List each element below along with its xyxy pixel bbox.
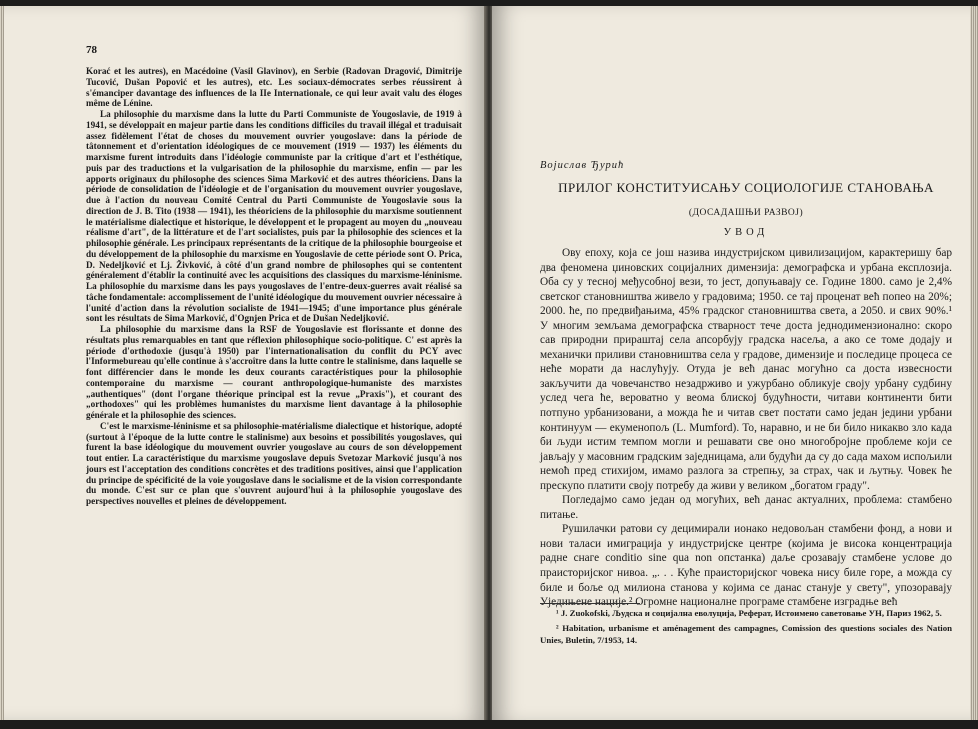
footnote: ¹ J. Zuokofski, Људска и социјална еволуција, Реферат, Истоимено саветовање УН, Париз 1962, 5.	[556, 608, 942, 618]
right-page-edges	[970, 6, 978, 720]
right-paragraph: Рушилачки ратови су децимирали ионако недовољан стамбени фонд, а нови и нови таласи имиграција у индустријске центре (којима је висока концентрација радне снаге conditio sine qua non опстанка) даље срозавају стамбене услове до праисторијског нивоа. „. . . Куће праисторијског човека нису биле горе, а можда су биле и боље од милиона станова у којима се данас станује у свету", упозоравају Уједињене нације.² Огромне националне програме стамбене изградње већ	[540, 523, 952, 609]
section-heading: УВОД	[723, 227, 769, 238]
article-subtitle: (ДОСАДАШЊИ РАЗВОЈ)	[688, 208, 804, 218]
article-author: Војислав Ђурић	[540, 160, 625, 171]
right-paragraph: Ову епоху, која се још назива индустријском цивилизацијом, карактеришу бар два феномена џиновских социјалних димензија: демографска и урбана експлозија. Оба су у тесној међусобној вези, то јест, допуњавају се. Године 1800. само је 2,4% светског становништва живело у градовима; 1950. се тај проценат већ попео на 20%; 2000. ће, по предвиђањима, 45% градског становништва света, а 2050. и свих 90%.¹ У многим земљама демографска стварност тече доста једнодимензионално: скоро сав природни прираштај села апсорбују градска насеља, а ако се томе додају и механички приливи становништва села у градове, димензије и последице процеса се неће морати да наслућују. Отуда је већ данас могућно са доста извесности закључити да човечанство незадрживо и ужурбано обликује своју урбану судбину услед чега ће, вероватно у веома блиској будућности, читави континенти бити потпуно урбанизовани, а можда ће и читав свет постати само један једини урбани континуум — екуменопољ (L. Mumford). То, наравно, и не би било никакво зло када би људи истим темпом могли и решавати све оно многобројне проблеме који се јављају у масовним градским заједницама, али будући да су до сада махом испољили немоћ пред стихијом, имамо разлога за стрепњу, за страх, чак и љутњу. Човек ће прескупо платити своју потребу да живи у великом „богатом граду".	[540, 247, 952, 492]
page-number: 78	[86, 44, 97, 56]
left-paragraph: Korać et les autres), en Macédoine (Vasil Glavinov), en Serbie (Radovan Dragović, Dimitrije Tucović, Dušan Popović et les autres), etc. Les sociaux-démocrates serbes réussirent à s'émanciper davantage des influences de la IIe Internationale, ce qui leur avait valu des éloges même de Lénine.	[86, 66, 462, 109]
article-title: ПРИЛОГ КОНСТИТУИСАЊУ СОЦИОЛОГИЈЕ СТАНОВАЊА	[558, 180, 934, 195]
left-paragraph: C'est le marxisme-léninisme et sa philosophie-matérialisme dialectique et historique, adopté (surtout à l'époque de la lutte contre le stalinisme) aux besoins et possibilités yougoslaves, qui furent la base idéologique du mouvement ouvrier yougoslave au cours de son développement tout entier. La caractéristique du marxisme yougoslave depuis Svetozar Marković jusqu'à nos jours est l'acceptation des conditions concrètes et des traditions positives, ainsi que l'application du principe de spécificité de la voie yougoslave dans le socialisme et de la vision correspondante du monde. C'est sur ce plan que s'ouvrent aujourd'hui à la philosophie yougoslave des perspectives nouvelles et pleines de développement.	[86, 420, 462, 506]
left-paragraph: La philosophie du marxisme dans la RSF de Yougoslavie est florissante et donne des résultats plus remarquables en tant que réflexion philosophique socio-politique. C' est après la période d'orthodoxie (jusqu'à 1950) par l'internationalisation du conflit du PCY avec l'Informebureau qu'elle continue à s'accroître dans la lutte contre le stalinisme, dans laquelle se font différencier dans le monde les deux courants caractéristiques pour la philosophie contemporaine du marxisme — courant anthropologique-humaniste des marxistes „authentiques" (dont l'organe théorique principal est la revue „Praxis"), et courant des „orthodoxes" qui les problèmes humanistes du marxisme lient davantage à la philosophie générale et la philosophie des sciences.	[86, 324, 462, 420]
footnotes	[540, 608, 952, 649]
right-page-body	[540, 246, 952, 610]
right-paragraph: Погледајмо само један од могућих, већ данас актуалних, проблема: стамбено питање.	[540, 494, 952, 521]
left-paragraph: La philosophie du marxisme dans la lutte du Parti Communiste de Yougoslavie, de 1919 à 1941, se développait en majeur partie dans les conditions difficiles du travail illégal et traduisait assez fidèlement l'état de choses du mouvement ouvrier yougoslave: dans la période de tâtonnement et d'orientation idéologiques de ce mouvement (1919 — 1937) les éléments du marxisme furent introduits dans l'idéologie communiste par la critique d'art et l'esthétique, puis par des traductions et la vulgarisation de la philosophie du marxisme, enfin — par les apports originaux du philosophe des sciences Sima Marković et des autres théoriciens. Dans la période de consolidation de l'idéologie et de l'organisation du mouvement ouvrier yougoslave, due à l'action du nouveau Comité Central du Parti Communiste de Yougoslavie sous la direction de J. B. Tito (1938 — 1941), les théoriciens de la philosophie du marxisme soutiennent le matérialisme dialectique et historique, le développent et le propagent au moyen du „nouveau réalisme d'art", de la littérature et de l'art socialistes, puis par la philosophie des sciences et la philosophie générale. Les principaux représentants de la critique de la philosophie bourgeoise et du développement de la philosophie du marxisme en Yougoslavie de cette période sont O. Prica, D. Nedeljković et Lj. Živković, à côté d'un grand nombre de philosophes qui se contentent généralement d'établir la continuité avec les acquisitions des classiques du marxisme-léninisme. La philosophie du marxisme dans les pays yougoslaves de l'entre-deux-guerres avait réalisé sa tâche fondamentale: accomplissement de l'unité idéologique du mouvement ouvrier nécessaire à l'unité d'action dans la révolution socialiste de 1941—1945; d'une importance plus générale sont les résultats de Sima Marković, d'Ognjen Prica et de Dušan Nedeljković.	[86, 109, 462, 324]
footnote-rule	[540, 603, 640, 604]
left-page-body	[86, 66, 462, 507]
footnote: ² Habitation, urbanisme et aménagement des campagnes, Comission des questions sociales des Nation Unies, Buletin, 7/1953, 14.	[540, 622, 952, 645]
